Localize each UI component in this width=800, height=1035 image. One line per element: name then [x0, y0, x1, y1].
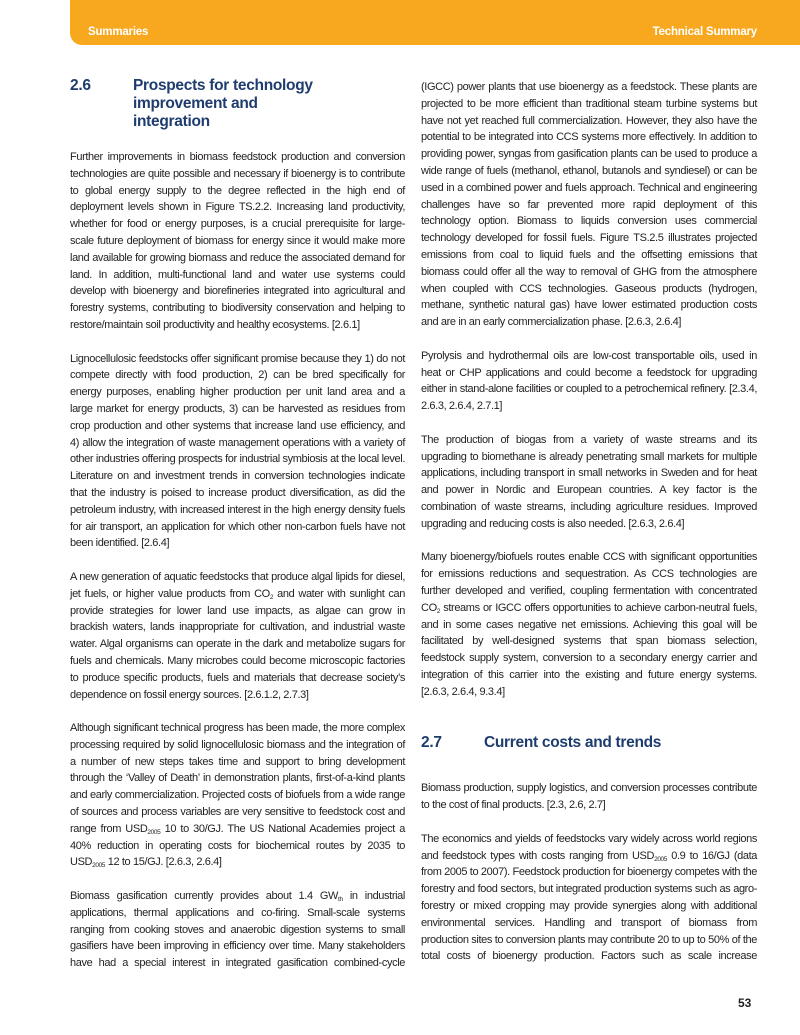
paragraph: Further improvements in biomass feedstock production and conversion technologies are quite possible and necessary if bioenergy is to contribute to global energy supply to the degree reflected in the high end of deployment levels shown in Figure TS.2.2. Increasing land productivity, whether for food or energy purposes, is a crucial prerequisite for large-scale future deployment of biomass for energy since it would make more land available for growing biomass and reduce the associated demand for land. In addition, multi-functional land and water use systems could develop with bioenergy and biorefineries integrated into agricultural and forestry systems, contributing to biodiversity conservation and helping to restore/maintain soil productivity and healthy ecosystems. [2.6.1] — [70, 151, 405, 331]
page-number: 53 — [738, 996, 752, 1010]
paragraph: Biomass production, supply logistics, and conversion processes contribute to the cost of final products. [2.3, 2.6, 2.7] — [421, 782, 757, 812]
paragraph: Lignocellulosic feedstocks offer significant promise because they 1) do not compete directly with food production, 2) can be bred specifically for energy purposes, enabling higher production per unit land area and a large market for energy products, 3) can be harvested as residues from crop production and other systems that increase land use efficiency, and 4) allow the integration of waste management operations with a variety of other industries offering prospects for industrial symbiosis at the local level. Literature on and investment trends in conversion technologies indicate that the industry is poised to increase product diversification, as did the petroleum industry, with increased interest in the high energy density fuels for air transport, an application for which other non-carbon fuels have not been identified. [2.6.4] — [70, 352, 405, 550]
section-title: Current costs and trends — [484, 734, 662, 752]
subscript: 2 — [269, 593, 274, 601]
paragraph — [70, 888, 405, 972]
text: streams or IGCC offers opportunities to achieve carbon-neutral fuels, and in some cases negative net emissions. Achieving this goal will be facilitated by well-designed systems that span biomass selection, feedstock supply system, conversion to a secondary energy carrier and integration of this carrier into the existing and future energy systems. [2.6.3, 2.6.4, 9.3.4] — [421, 601, 757, 698]
text: in industrial applications, thermal applications and co-firing. Small-scale systems ranging from cooking stoves and anaerobic digestion systems to small gasifiers have been improving in efficiency over time. Many stakeholders have had a special interest in integrated gasification combined-cycle — [70, 890, 405, 970]
section-heading-2-6 — [70, 77, 405, 131]
subscript: 2 — [436, 607, 440, 615]
text: 12 to 15/GJ. [2.6.3, 2.6.4] — [105, 856, 222, 869]
text: Many bioenergy/biofuels routes enable CCS with significant opportunities for emissions reductions and sequestration. As CCS technologies are further developed and verified, coupling fermentation with concentrated CO — [421, 551, 757, 614]
running-header — [70, 0, 800, 45]
text: 10 to 30/GJ. The US National Academies project a 40% reduction in operating costs for biochemical routes by 2035 to USD — [70, 822, 405, 869]
paragraph — [70, 720, 405, 871]
paragraph — [70, 569, 405, 703]
header-chapter: Technical Summary — [652, 26, 757, 38]
subscript: 2005 — [654, 855, 668, 863]
paragraph: The production of biogas from a variety of waste streams and its upgrading to biomethane is already penetrating small markets for multiple applications, including transport in small networks in Sweden and for heat and power in Nordic and European countries. A key factor is the combination of waste streams, including agriculture residues. Improved upgrading and reducing costs is also needed. [2.6.3, 2.6.4] — [421, 433, 757, 530]
text: Biomass gasification currently provides about 1.4 GW — [70, 890, 339, 903]
paragraph: (IGCC) power plants that use bioenergy as a feedstock. These plants are projected to be more efficient than traditional steam turbine systems but have not yet reached full commercialization. However, they also have the potential to be integrated into CCS systems more effectively. In addition to providing power, syngas from gasification plants can be used to produce a wide range of fuels (methanol, ethanol, butanols and syndiesel) or can be used in a combined power and fuels approach. Technical and engineering challenges have so far prevented more rapid deployment of this technology option. Biomass to liquids conversion uses commercial technology developed for fossil fuels. Figure TS.2.5 illustrates projected emissions from coal to liquid fuels and the offsetting emissions that biomass could offer all the way to removal of GHG from the atmosphere when coupled with CCS technologies. Gaseous products (hydrogen, methane, synthetic natural gas) have lower estimated production costs and are in an early commercialization phase. [2.6.3, 2.6.4] — [421, 81, 757, 329]
header-section: Summaries — [88, 26, 149, 38]
section-title: Prospects for technology improvement and integration — [133, 77, 313, 130]
subscript: 2005 — [147, 828, 161, 836]
subscript: 2005 — [92, 862, 106, 870]
section-number: 2.7 — [421, 734, 442, 752]
paragraph — [421, 831, 757, 965]
paragraph — [421, 549, 757, 700]
text: and water with sunlight can provide strategies for lower land use impacts, as algae can grow in brackish waters, lands inappropriate for cultivation, and industrial waste water. Algal organisms can operate in the dark and metabolize sugars for fuels and chemicals. Many microbes could become microscopic factories to produce specific products, fuels and materials that decrease society’s dependence on fossil energy sources. [2.6.1.2, 2.7.3] — [70, 587, 406, 701]
left-column — [70, 77, 405, 989]
section-number: 2.6 — [70, 77, 91, 94]
text: Although significant technical progress has been made, the more complex processing required by solid lignocellulosic biomass and the integration of a number of new steps takes time and support to bring development through the ‘Valley of Death’ in demonstration plants, first-of-a-kind plants and early commercialization. Projected costs of biofuels from a wide range of sources and process variables are very sensitive to feedstock cost and range from USD — [70, 722, 405, 835]
right-column — [421, 79, 757, 982]
text: 0.9 to 16/GJ (data from 2005 to 2007). Feedstock production for bioenergy competes with the forestry and food sectors, but integrated production systems such as agro-forestry or mixed cropping may provide synergies along with additional environmental services. Handling and transport of biomass from production sites to conversion plants may contribute 20 to up to 50% of the total costs of bioenergy production. Factors such as scale increase — [421, 849, 758, 963]
text: The economics and yields of feedstocks vary widely across world regions and feedstock types with costs ranging from USD — [421, 832, 757, 862]
paragraph: Pyrolysis and hydrothermal oils are low-cost transportable oils, used in heat or CHP applications and could become a feedstock for upgrading either in stand-alone facilities or coupled to a petrochemical refinery. [2.3.4, 2.6.3, 2.6.4, 2.7.1] — [421, 349, 757, 413]
subscript: th — [338, 896, 343, 904]
section-heading-2-7 — [421, 734, 757, 752]
text: A new generation of aquatic feedstocks that produce algal lipids for diesel, jet fuels, or higher value products from CO — [70, 570, 405, 600]
